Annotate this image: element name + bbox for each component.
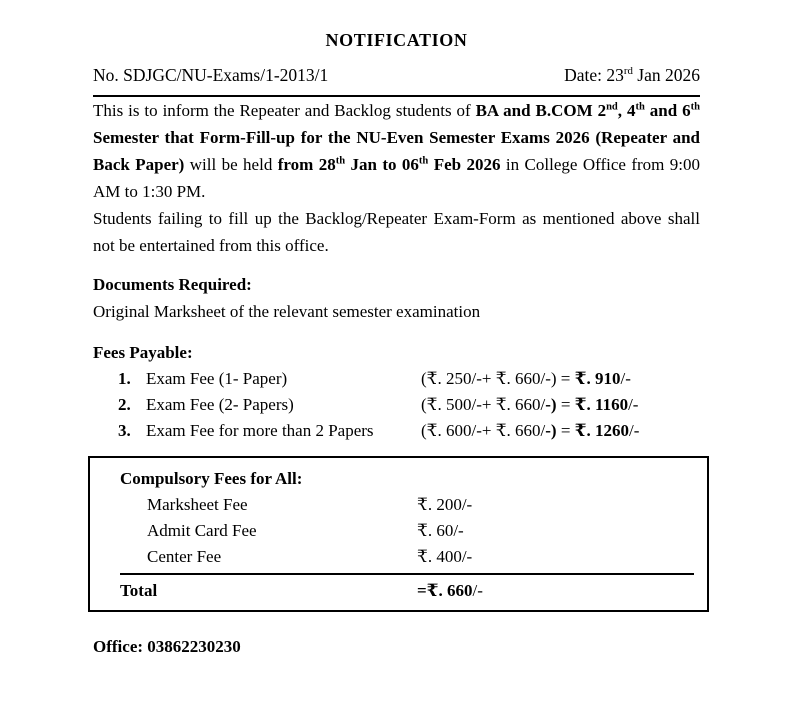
fee-item-number: 1. [118, 369, 131, 388]
fee-item-amount: ₹. 910 [574, 369, 621, 388]
fee-item-calculation [421, 392, 638, 418]
fee-item-number: 3. [118, 421, 131, 440]
reference-number: No. SDJGC/NU-Exams/1-2013/1 [93, 65, 329, 85]
fee-item-expression: (₹. 250/-+ ₹. 660/-) = [421, 369, 575, 388]
fee-list-item [93, 366, 700, 392]
total-amount [417, 578, 483, 604]
fee-item-calculation [421, 366, 631, 392]
total-amount-suffix: /- [472, 581, 483, 600]
documents-required-body: Original Marksheet of the relevant semester examination [93, 302, 481, 321]
compulsory-fee-label: Admit Card Fee [147, 521, 257, 540]
compulsory-fee-row [90, 518, 707, 544]
compulsory-fees-rows [90, 492, 707, 570]
warning-paragraph: Students failing to fill up the Backlog/Repeater Exam-Form as mentioned above shall not be entertained from this office. [93, 209, 700, 255]
reference-row [93, 64, 700, 86]
office-phone: Office: 03862230230 [93, 637, 241, 656]
total-divider [120, 573, 694, 575]
document-date: Date: 23rd Jan 2026 [564, 65, 700, 85]
fee-list-item [93, 392, 700, 418]
compulsory-fees-heading: Compulsory Fees for All: [120, 469, 303, 488]
fee-list-item [93, 418, 700, 444]
total-row [90, 578, 707, 604]
compulsory-fee-amount: ₹. 200/- [417, 495, 473, 514]
compulsory-fee-row [90, 544, 707, 570]
document-title: NOTIFICATION [325, 30, 468, 50]
fees-payable-heading: Fees Payable: [93, 343, 193, 362]
fee-item-label: Exam Fee (2- Papers) [146, 395, 294, 414]
fee-item-label: Exam Fee (1- Paper) [146, 369, 288, 388]
compulsory-fee-amount: ₹. 60/- [417, 521, 464, 540]
compulsory-fee-amount: ₹. 400/- [417, 547, 473, 566]
fee-list [93, 366, 700, 444]
fee-item-label: Exam Fee for more than 2 Papers [146, 421, 374, 440]
fee-item-amount: ₹. 1260 [574, 421, 630, 440]
fee-item-expression: (₹. 500/-+ ₹. 660/-) = [421, 395, 575, 414]
fee-item-number: 2. [118, 395, 131, 414]
compulsory-fee-label: Center Fee [147, 547, 222, 566]
fee-item-amount-suffix: /- [628, 395, 639, 414]
total-label: Total [120, 581, 158, 600]
compulsory-fees-box [88, 456, 709, 612]
compulsory-fee-label: Marksheet Fee [147, 495, 248, 514]
compulsory-fee-row [90, 492, 707, 518]
fee-item-calculation [421, 418, 639, 444]
fee-item-expression: (₹. 600/-+ ₹. 660/-) = [421, 421, 575, 440]
intro-paragraph: This is to inform the Repeater and Backlog students of BA and B.COM 2nd, 4th and 6th Semester that Form-Fill-up for the NU-Even Semester Exams 2026 (Repeater and Back Paper) will be held from 28th Jan to 06th Feb 2026 in College Office from 9:00 AM to 1:30 PM. [93, 101, 700, 201]
fee-item-amount-suffix: /- [629, 421, 640, 440]
documents-required-heading: Documents Required: [93, 275, 252, 294]
fee-item-amount: ₹. 1160 [574, 395, 629, 414]
total-amount-value: =₹. 660 [417, 581, 473, 600]
fee-item-amount-suffix: /- [620, 369, 631, 388]
